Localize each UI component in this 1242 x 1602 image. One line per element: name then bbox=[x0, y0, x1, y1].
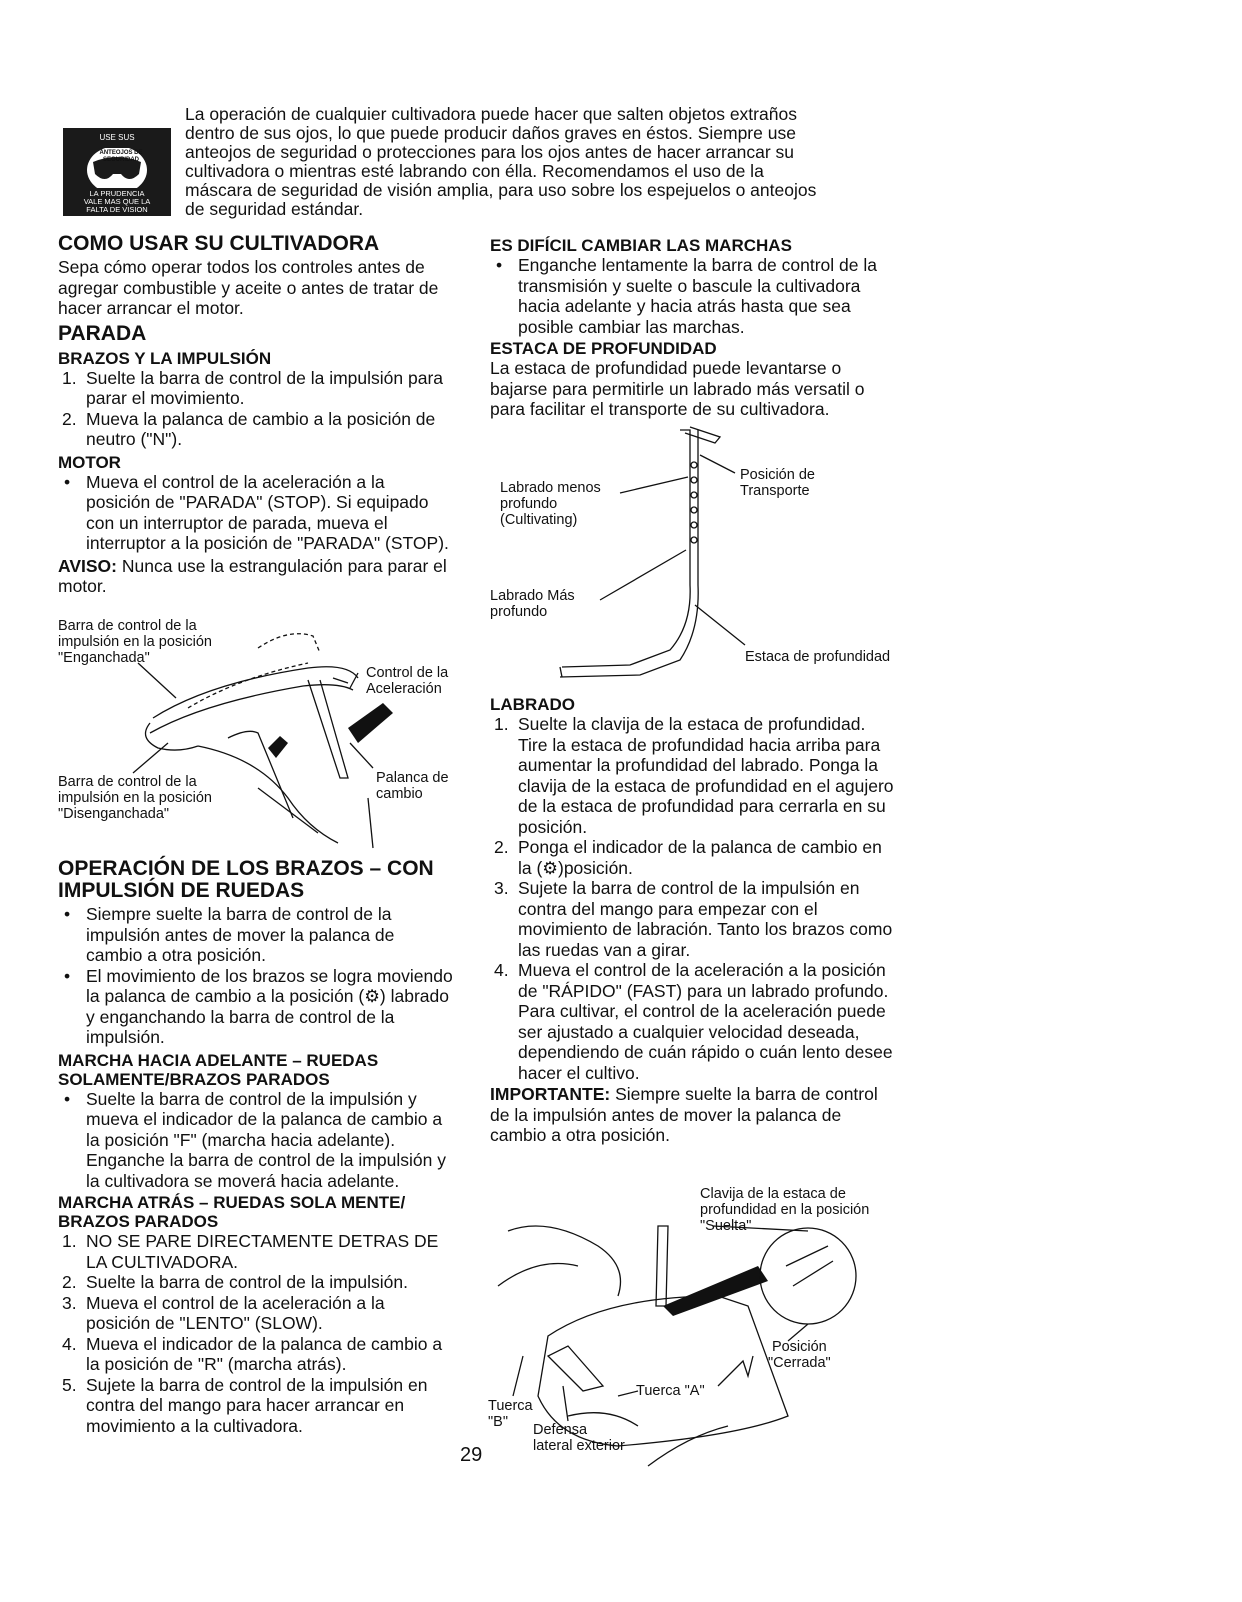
list-item: 2. Ponga el indicador de la palanca de cambio en la (⚙)posición. bbox=[494, 837, 882, 878]
left-column bbox=[58, 233, 453, 597]
subsection-title-adelante: MARCHA HACIA ADELANTE – RUEDAS SOLAMENTE/BRAZOS PARADOS bbox=[58, 1050, 379, 1089]
importante-label: IMPORTANTE: bbox=[490, 1084, 611, 1104]
aviso-text: Nunca use la estrangulación para parar el motor. bbox=[58, 555, 447, 596]
right-column bbox=[490, 236, 895, 420]
safety-glasses-badge bbox=[63, 128, 171, 216]
left-column-lower bbox=[58, 858, 453, 1436]
importante-note bbox=[490, 1084, 895, 1146]
warning-line: cultivadora o mientras esté labrando con élla. Recomendamos el uso de la bbox=[185, 161, 764, 181]
label-posicion-cerrada: Posición "Cerrada" bbox=[768, 1339, 831, 1371]
subsection-title-motor: MOTOR bbox=[58, 452, 121, 472]
como-usar-text: Sepa cómo operar todos los controles antes de agregar combustible y aceite o antes de tratar de hacer arrancar el motor. bbox=[58, 257, 439, 318]
section-title-labrado: LABRADO bbox=[490, 695, 575, 714]
list-item: • El movimiento de los brazos se logra moviendo la palanca de cambio a la posición (⚙) labrado y enganchando la barra de control de la impulsión. bbox=[64, 965, 453, 1047]
badge-line-3: SEGURIDAD bbox=[102, 157, 139, 163]
labrado-list bbox=[490, 714, 895, 1083]
section-title-estaca: ESTACA DE PROFUNDIDAD bbox=[490, 339, 717, 358]
label-throttle: Control de la Aceleración bbox=[366, 665, 449, 697]
warning-line: La operación de cualquier cultivadora puede hacer que salten objetos extraños bbox=[185, 104, 797, 124]
importante-text: Siempre suelte la barra de control de la impulsión antes de mover la palanca de cambio a otra posición. bbox=[490, 1084, 878, 1145]
label-estaca-profundidad: Estaca de profundidad bbox=[745, 649, 891, 665]
stake-holes bbox=[691, 462, 697, 543]
list-item: 1. Suelte la barra de control de la impulsión para parar el movimiento. bbox=[62, 367, 444, 408]
list-item: 2. Mueva la palanca de cambio a la posición de neutro ("N"). bbox=[62, 408, 436, 449]
figure-depth-stake bbox=[490, 425, 895, 690]
list-item: • Siempre suelte la barra de control de la impulsión antes de mover la palanca de cambio a otra posición. bbox=[64, 904, 395, 965]
list-item: 2. Suelte la barra de control de la impulsión. bbox=[62, 1272, 408, 1292]
section-title-operacion: OPERACIÓN DE LOS BRAZOS – CON IMPULSIÓN DE RUEDAS bbox=[58, 857, 434, 902]
atras-list bbox=[58, 1231, 453, 1436]
label-shift-lever: Palanca de cambio bbox=[376, 770, 449, 802]
estaca-text: La estaca de profundidad puede levantarse o bajarse para permitirle un labrado más versatil o para facilitar el transporte de su cultivadora. bbox=[490, 358, 865, 419]
badge-line-6: FALTA DE VISION bbox=[86, 205, 148, 214]
label-posicion-transporte: Posición de Transporte bbox=[740, 467, 815, 499]
list-item: • Mueva el control de la aceleración a la posición de "PARADA" (STOP). Si equipado con un interruptor de parada, mueva el interruptor a la posición de "PARADA" (STOP). bbox=[64, 471, 449, 553]
operacion-list bbox=[58, 904, 453, 1048]
section-title-dificil: ES DIFÍCIL CAMBIAR LAS MARCHAS bbox=[490, 236, 792, 255]
badge-line-2: ANTEOJOS DE bbox=[99, 150, 143, 156]
label-engaged: Barra de control de la impulsión en la posición "Enganchada" bbox=[58, 618, 212, 666]
figure-controls bbox=[58, 618, 458, 850]
label-tuerca-b: Tuerca "B" bbox=[488, 1398, 533, 1430]
warning-line: anteojos de seguridad o protecciones para los ojos antes de hacer arrancar su bbox=[185, 142, 794, 162]
list-item: 3. Sujete la barra de control de la impulsión en contra del mango para empezar con el movimiento de labración. Tanto los brazos como las ruedas van a girar. bbox=[494, 878, 893, 960]
warning-line: dentro de sus ojos, lo que puede producir daños graves en éstos. Siempre use bbox=[185, 123, 796, 143]
brazos-list bbox=[58, 368, 453, 450]
page-number: 29 bbox=[460, 1444, 483, 1466]
motor-list bbox=[58, 472, 453, 554]
list-item: 3. Mueva el control de la aceleración a la posición de "LENTO" (SLOW). bbox=[62, 1292, 385, 1333]
adelante-list bbox=[58, 1089, 453, 1192]
section-title-como-usar: COMO USAR SU CULTIVADORA bbox=[58, 232, 380, 255]
badge-line-1: USE SUS bbox=[99, 133, 135, 142]
list-item: • Enganche lentamente la barra de control de la transmisión y suelte o bascule la cultivadora hacia adelante y hacia atrás hasta que sea posible cambiar las marchas. bbox=[496, 255, 877, 337]
figure-tiller-pin bbox=[488, 1186, 898, 1486]
subsection-title-brazos: BRAZOS Y LA IMPULSIÓN bbox=[58, 348, 272, 368]
list-item: 1. NO SE PARE DIRECTAMENTE DETRAS DE LA CULTIVADORA. bbox=[62, 1231, 439, 1272]
list-item: 1. Suelte la clavija de la estaca de profundidad. Tire la estaca de profundidad hacia arriba para aumentar la profundidad del labrado. Ponga la clavija de la estaca de profundidad en el agujero de la estaca de profundidad para cerrarla en su posición. bbox=[494, 714, 894, 837]
label-defensa: Defensa lateral exterior bbox=[533, 1422, 625, 1454]
safety-warning bbox=[185, 105, 905, 219]
list-item: • Suelte la barra de control de la impulsión y mueva el indicador de la palanca de cambio a la posición "F" (marcha hacia adelante). Enganche la barra de control de la impulsión y la cultivadora se moverá hacia adelante. bbox=[64, 1088, 446, 1191]
dificil-list bbox=[490, 255, 895, 337]
label-labrado-menos: Labrado menos profundo (Cultivating) bbox=[500, 480, 601, 528]
right-column-lower bbox=[490, 695, 895, 1146]
label-clavija-suelta: Clavija de la estaca de profundidad en la posición "Suelta" bbox=[700, 1186, 870, 1234]
label-tuerca-a: Tuerca "A" bbox=[636, 1383, 705, 1399]
aviso-label: AVISO: bbox=[58, 555, 117, 576]
badge-line-4: LA PRUDENCIA bbox=[89, 189, 145, 198]
warning-line: máscara de seguridad de visión amplia, para uso sobre los espejuelos o anteojos bbox=[185, 180, 817, 200]
list-item: 4. Mueva el control de la aceleración a la posición de "RÁPIDO" (FAST) para un labrado profundo. Para cultivar, el control de la aceleración puede ser ajustado a cualquier velocidad deseada, dependiendo de cuán rápido o cuán lento desee hacer el cultivo. bbox=[494, 960, 893, 1083]
subsection-title-atras: MARCHA ATRÁS – RUEDAS SOLA MENTE/ BRAZOS PARADOS bbox=[58, 1193, 406, 1231]
label-disengaged: Barra de control de la impulsión en la posición "Disenganchada" bbox=[58, 774, 212, 822]
label-labrado-mas: Labrado Más profundo bbox=[490, 588, 575, 620]
list-item: 4. Mueva el indicador de la palanca de cambio a la posición de "R" (marcha atrás). bbox=[62, 1333, 443, 1374]
warning-line: de seguridad estándar. bbox=[185, 199, 364, 219]
aviso-note bbox=[58, 556, 453, 597]
badge-line-5: VALE MAS QUE LA bbox=[83, 197, 151, 206]
section-title-parada: PARADA bbox=[58, 321, 147, 345]
list-item: 5. Sujete la barra de control de la impulsión en contra del mango para hacer arrancar en movimiento a la cultivadora. bbox=[62, 1374, 428, 1436]
